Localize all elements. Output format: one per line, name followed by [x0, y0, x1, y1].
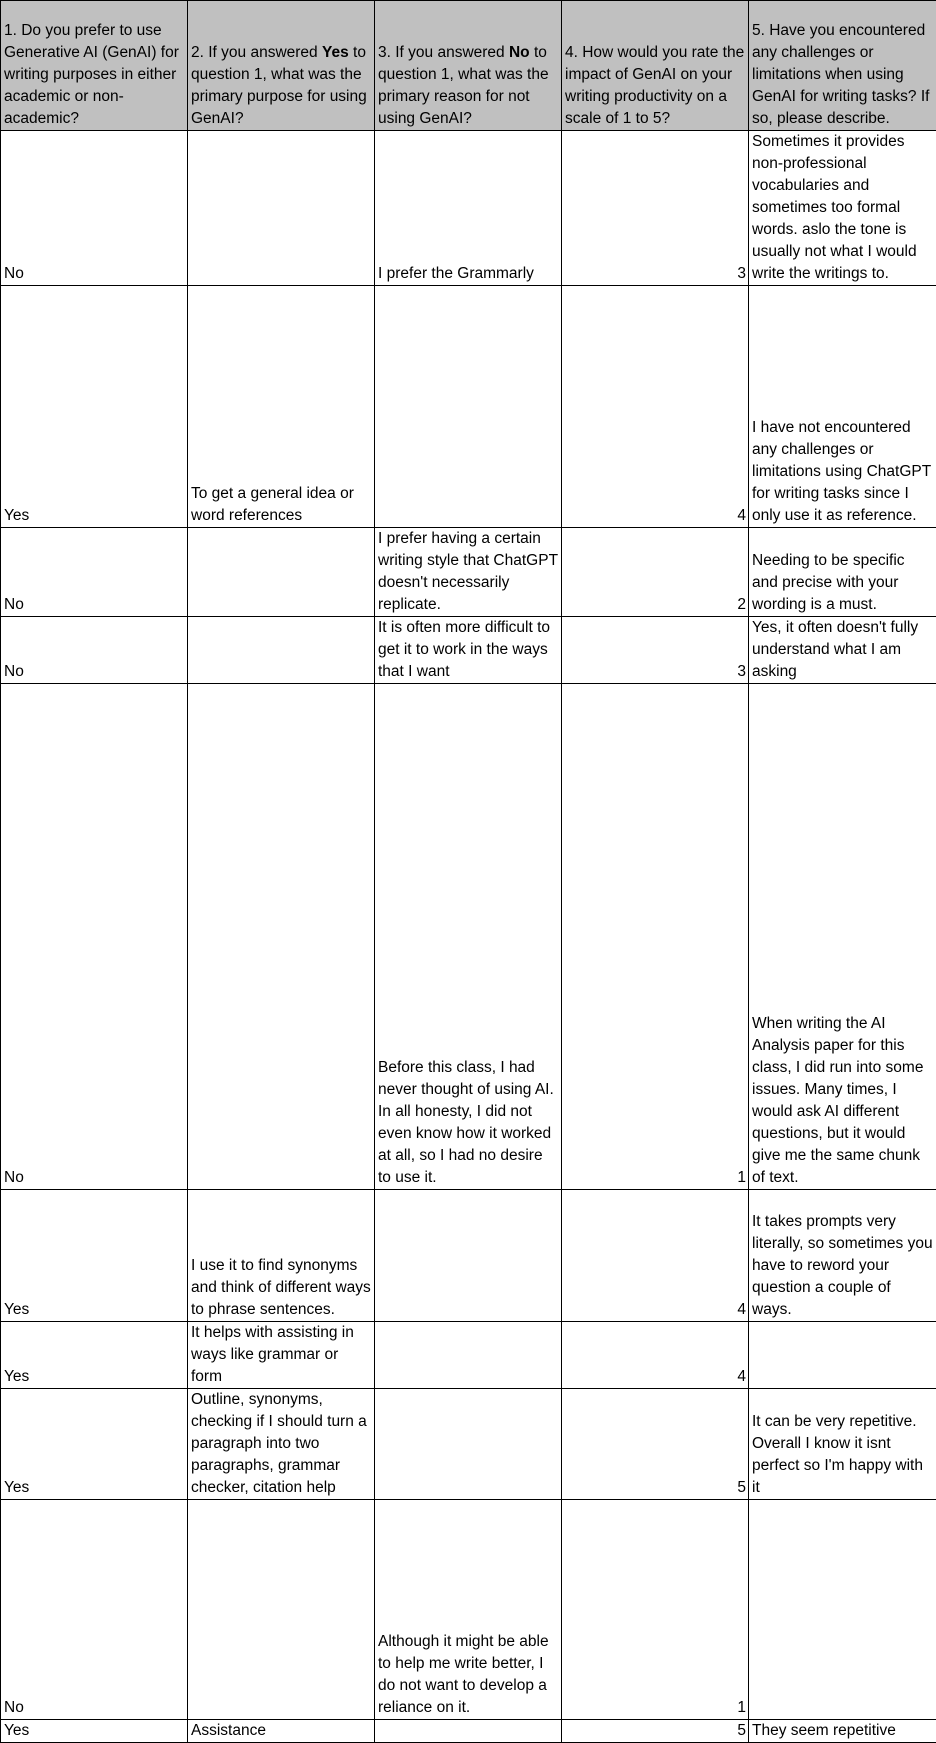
header-q1[interactable] [1, 1, 188, 131]
cell-answer[interactable]: Yes [1, 286, 188, 528]
header-row [1, 1, 936, 131]
cell-reason[interactable] [375, 286, 562, 528]
header-q2[interactable] [188, 1, 375, 131]
cell-rating[interactable]: 4 [562, 286, 749, 528]
cell-challenges[interactable]: Needing to be specific and precise with your wording is a must. [749, 528, 936, 617]
cell-answer[interactable]: No [1, 131, 188, 286]
cell-challenges[interactable]: I have not encountered any challenges or limitations using ChatGPT for writing tasks since I only use it as reference. [749, 286, 936, 528]
cell-reason[interactable] [375, 1720, 562, 1743]
cell-reason[interactable] [375, 1322, 562, 1389]
table-row [1, 1322, 936, 1389]
header-q4[interactable] [562, 1, 749, 131]
cell-answer[interactable]: No [1, 617, 188, 684]
cell-rating[interactable]: 4 [562, 1322, 749, 1389]
cell-purpose[interactable]: Assistance [188, 1720, 375, 1743]
cell-purpose[interactable] [188, 684, 375, 1190]
table-row [1, 1500, 936, 1720]
cell-rating[interactable]: 4 [562, 1190, 749, 1322]
table-row [1, 131, 936, 286]
cell-answer[interactable]: No [1, 684, 188, 1190]
table-row [1, 1389, 936, 1500]
cell-challenges[interactable]: Sometimes it provides non-professional vocabularies and sometimes too formal words. aslo the tone is usually not what I would write the writings to. [749, 131, 936, 286]
cell-rating[interactable]: 3 [562, 131, 749, 286]
cell-answer[interactable]: Yes [1, 1190, 188, 1322]
cell-answer[interactable]: No [1, 528, 188, 617]
cell-purpose[interactable] [188, 1500, 375, 1720]
cell-purpose[interactable]: To get a general idea or word references [188, 286, 375, 528]
header-q5-text: 5. Have you encountered any challenges or limitations when using GenAI for writing tasks? If so, please describe. [752, 22, 929, 127]
cell-challenges[interactable]: When writing the AI Analysis paper for this class, I did run into some issues. Many times, I would ask AI different questions, but it would give me the same chunk of text. [749, 684, 936, 1190]
cell-challenges[interactable] [749, 1500, 936, 1720]
header-q2-text: 2. If you answered [191, 44, 322, 61]
cell-reason[interactable]: I prefer the Grammarly [375, 131, 562, 286]
cell-reason[interactable]: I prefer having a certain writing style that ChatGPT doesn't necessarily replicate. [375, 528, 562, 617]
cell-answer[interactable]: Yes [1, 1322, 188, 1389]
cell-purpose[interactable]: Outline, synonyms, checking if I should turn a paragraph into two paragraphs, grammar checker, citation help [188, 1389, 375, 1500]
cell-answer[interactable]: No [1, 1500, 188, 1720]
cell-rating[interactable]: 1 [562, 1500, 749, 1720]
header-q1-text: 1. Do you prefer to use Generative AI (GenAI) for writing purposes in either academic or non-academic? [4, 22, 179, 127]
cell-challenges[interactable]: Yes, it often doesn't fully understand what I am asking [749, 617, 936, 684]
cell-reason[interactable]: It is often more difficult to get it to work in the ways that I want [375, 617, 562, 684]
cell-purpose[interactable]: I use it to find synonyms and think of different ways to phrase sentences. [188, 1190, 375, 1322]
header-q5[interactable] [749, 1, 936, 131]
cell-rating[interactable]: 1 [562, 684, 749, 1190]
cell-rating[interactable]: 3 [562, 617, 749, 684]
cell-reason[interactable]: Before this class, I had never thought of using AI. In all honesty, I did not even know how it worked at all, so I had no desire to use it. [375, 684, 562, 1190]
cell-purpose[interactable] [188, 528, 375, 617]
header-q3-text: 3. If you answered [378, 44, 509, 61]
header-q2-emphasis: Yes [322, 44, 349, 61]
table-row [1, 1720, 936, 1743]
cell-reason[interactable] [375, 1190, 562, 1322]
cell-challenges[interactable]: They seem repetitive [749, 1720, 936, 1743]
cell-rating[interactable]: 5 [562, 1720, 749, 1743]
cell-reason[interactable]: Although it might be able to help me write better, I do not want to develop a reliance on it. [375, 1500, 562, 1720]
header-q3-emphasis: No [509, 44, 530, 61]
cell-rating[interactable]: 5 [562, 1389, 749, 1500]
table-row [1, 528, 936, 617]
header-q3[interactable] [375, 1, 562, 131]
table-row [1, 684, 936, 1190]
header-q2-text-end: to question 1, what was the primary purpose for using GenAI? [191, 44, 367, 127]
table-row [1, 1190, 936, 1322]
cell-reason[interactable] [375, 1389, 562, 1500]
cell-purpose[interactable] [188, 617, 375, 684]
cell-rating[interactable]: 2 [562, 528, 749, 617]
cell-answer[interactable]: Yes [1, 1720, 188, 1743]
cell-answer[interactable]: Yes [1, 1389, 188, 1500]
cell-purpose[interactable] [188, 131, 375, 286]
table-row [1, 617, 936, 684]
header-q3-text-end: to question 1, what was the primary reason for not using GenAI? [378, 44, 549, 127]
header-q4-text: 4. How would you rate the impact of GenAI on your writing productivity on a scale of 1 to 5? [565, 44, 744, 127]
table-row [1, 286, 936, 528]
cell-challenges[interactable]: It can be very repetitive. Overall I know it isnt perfect so I'm happy with it [749, 1389, 936, 1500]
cell-challenges[interactable]: It takes prompts very literally, so sometimes you have to reword your question a couple of ways. [749, 1190, 936, 1322]
cell-challenges[interactable] [749, 1322, 936, 1389]
cell-purpose[interactable]: It helps with assisting in ways like grammar or form [188, 1322, 375, 1389]
